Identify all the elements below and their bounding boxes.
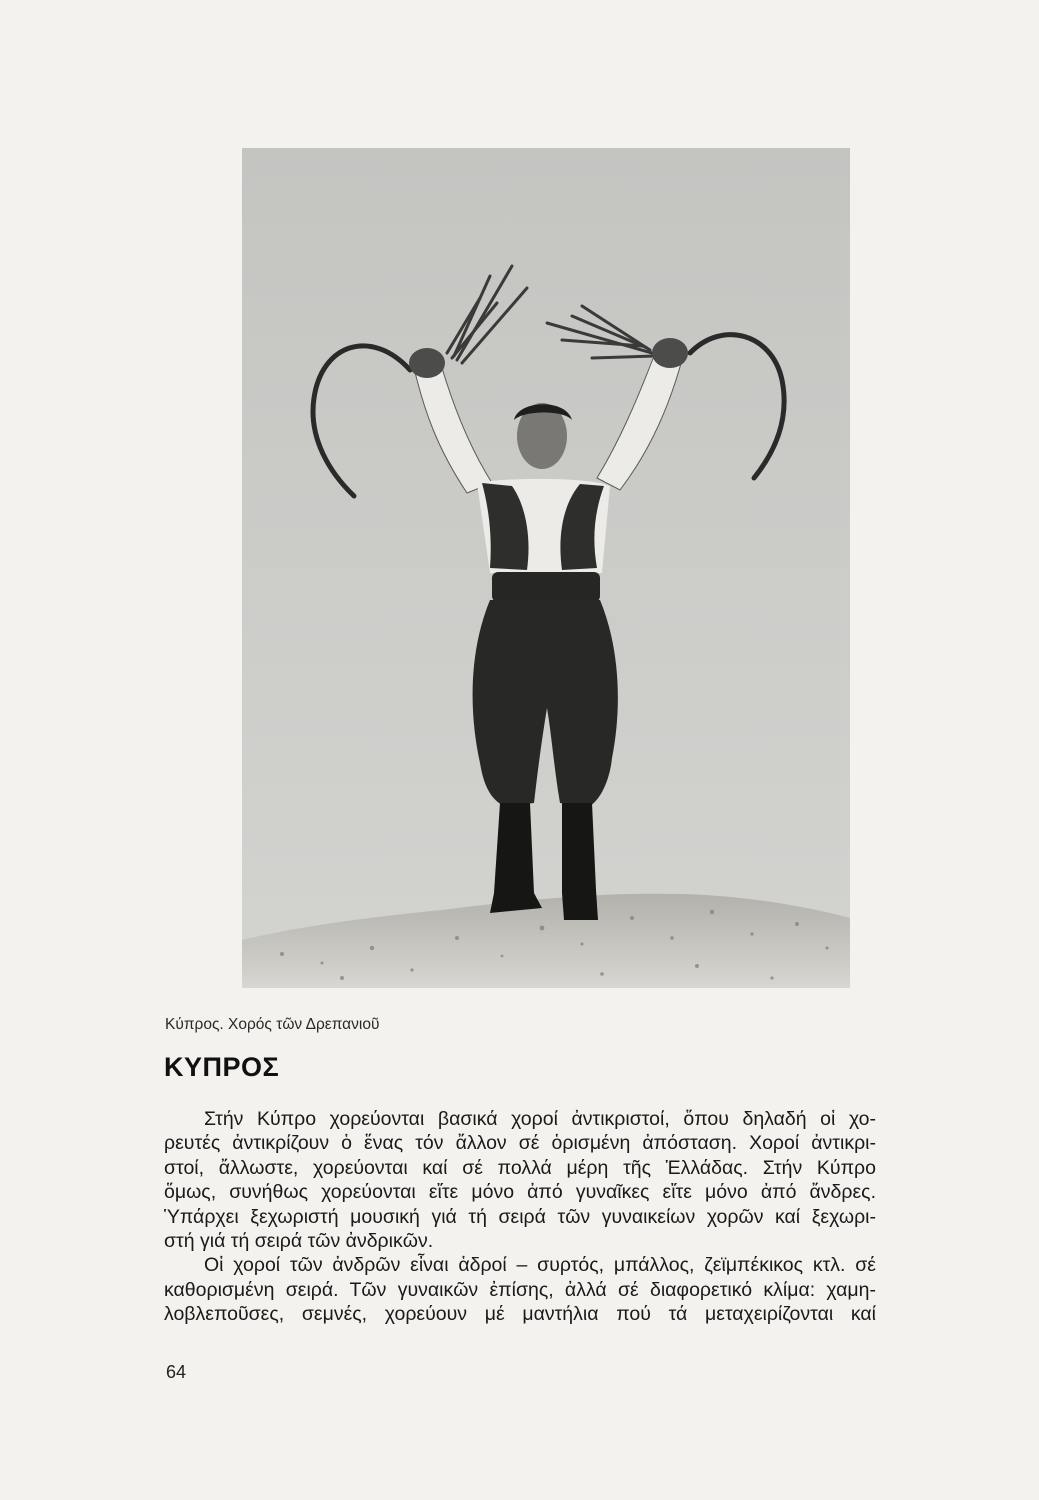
- body-line: Στήν Κύπρο χορεύονται βασικά χοροί ἀντικριστοί, ὅπου δηλαδή οἱ χο-: [204, 1108, 876, 1130]
- body-paragraphs: [164, 1107, 876, 1327]
- body-line: Οἱ χοροί τῶν ἀνδρῶν εἶναι ἁδροί – συρτός, μπάλλος, ζεϊμπέκικος κτλ. σέ: [204, 1254, 876, 1277]
- dancer-photo: [242, 148, 850, 988]
- body-line: στοί, ἄλλωστε, χορεύονται καί σέ πολλά μέρη τῆς Ἑλλάδας. Στήν Κύπρο: [164, 1156, 876, 1179]
- page-number: 64: [166, 1362, 187, 1382]
- body-line: ὅμως, συνήθως χορεύονται εἴτε μόνο ἀπό γυναῖκες εἴτε μόνο ἀπό ἄνδρες.: [164, 1181, 876, 1204]
- body-line: στή γιά τή σειρά τῶν ἀνδρικῶν.: [164, 1230, 434, 1253]
- body-line: Ὑπάρχει ξεχωριστή μουσική γιά τή σειρά τῶν γυναικείων χορῶν καί ξεχωρι-: [164, 1205, 876, 1228]
- body-line: λοβλεποῦσες, σεμνές, χορεύουν μέ μαντήλια πού τά μεταχειρίζονται καί: [164, 1303, 876, 1326]
- section-heading: ΚΥΠΡΟΣ: [164, 1052, 280, 1082]
- body-line: καθορισμένη σειρά. Τῶν γυναικῶν ἐπίσης, ἀλλά σέ διαφορετικό κλίμα: χαμη-: [164, 1278, 876, 1301]
- body-line: ρευτές ἀντικρίζουν ὁ ἕνας τόν ἄλλον σέ ὁρισμένη ἀπόσταση. Χοροί ἀντικρι-: [164, 1132, 876, 1155]
- photo-caption: Κύπρος. Χορός τῶν Δρεπανιοῦ: [165, 1016, 380, 1033]
